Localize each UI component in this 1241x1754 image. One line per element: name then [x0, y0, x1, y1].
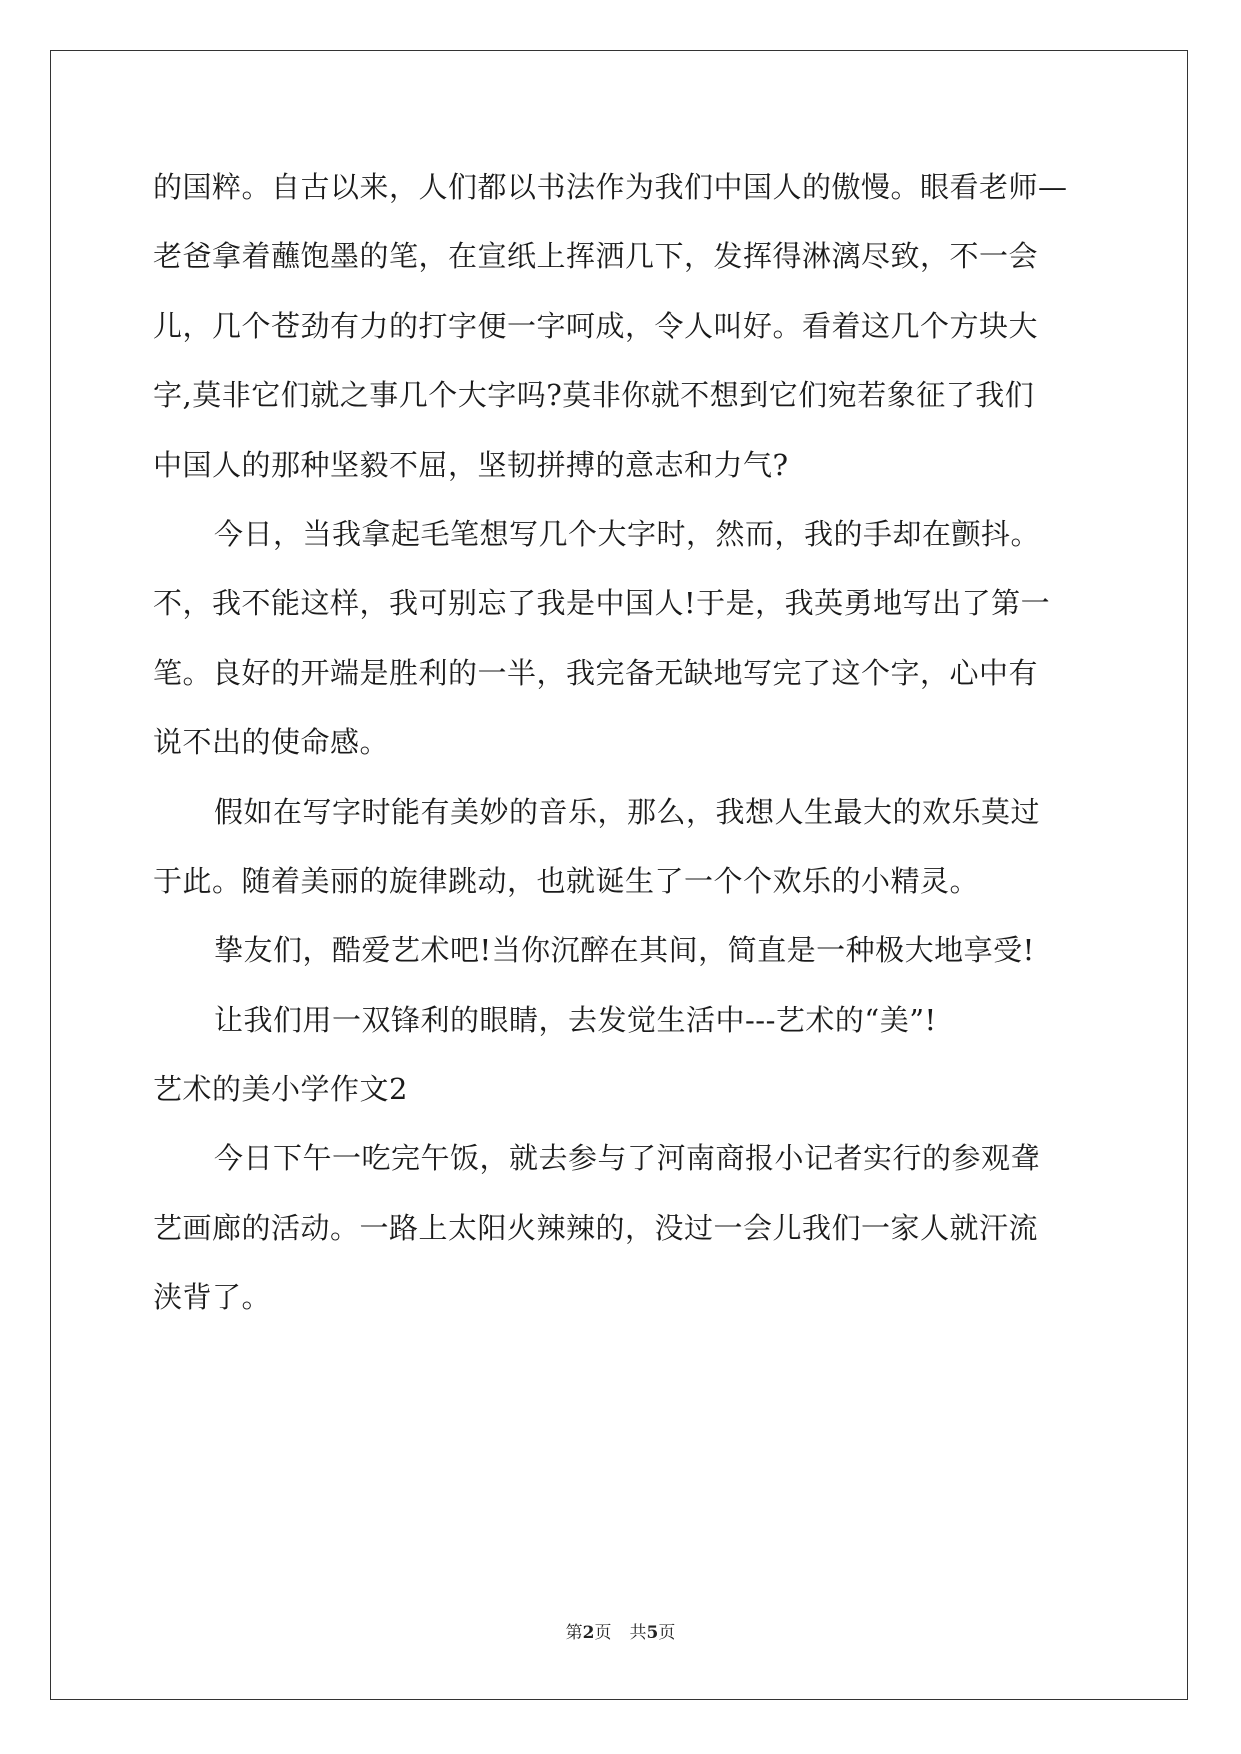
- text-line: 让我们用一双锋利的眼睛，去发觉生活中---艺术的“美”!: [214, 1002, 937, 1037]
- page-prefix: 第: [565, 1623, 583, 1643]
- text-line: 于此。随着美丽的旋律跳动，也就诞生了一个个欢乐的小精灵。: [153, 863, 980, 898]
- text-line: 浃背了。: [153, 1280, 272, 1315]
- text-line: 说不出的使命感。: [153, 725, 390, 760]
- text-line: 挚友们，酷爱艺术吧!当你沉醉在其间，简直是一种极大地享受!: [214, 933, 1035, 968]
- text-line: 笔。良好的开端是胜利的一半，我完备无缺地写完了这个字，心中有: [153, 655, 1039, 690]
- page-total: 5: [646, 1623, 659, 1643]
- text-line: 中国人的那种坚毅不屈，坚韧拼搏的意志和力气?: [153, 447, 789, 482]
- document-body: [153, 153, 1087, 1333]
- text-line: 不，我不能这样，我可别忘了我是中国人!于是，我英勇地写出了第一: [153, 586, 1051, 621]
- page-suffix: 页: [594, 1623, 612, 1643]
- total-suffix: 页: [658, 1623, 676, 1643]
- total-prefix: 共: [629, 1623, 647, 1643]
- text-line: 的国粹。自古以来，人们都以书法作为我们中国人的傲慢。眼看老师—: [153, 170, 1068, 204]
- text-line: 艺画廊的活动。一路上太阳火辣辣的，没过一会儿我们一家人就汗流: [153, 1210, 1039, 1245]
- text-line: 今日，当我拿起毛笔想写几个大字时，然而，我的手却在颤抖。: [214, 516, 1041, 551]
- page-footer: [0, 1618, 1241, 1643]
- text-line: 今日下午一吃完午饭，就去参与了河南商报小记者实行的参观聋: [214, 1141, 1041, 1176]
- text-line: 儿，几个苍劲有力的打字便一字呵成，令人叫好。看着这几个方块大: [153, 308, 1039, 343]
- section-heading: 艺术的美小学作文2: [153, 1072, 408, 1107]
- text-line: 字,莫非它们就之事几个大字吗?莫非你就不想到它们宛若象征了我们: [153, 378, 1035, 413]
- text-line: 老爸拿着蘸饱墨的笔，在宣纸上挥洒几下，发挥得淋漓尽致，不一会: [153, 239, 1039, 274]
- page-current: 2: [582, 1623, 595, 1643]
- text-line: 假如在写字时能有美妙的音乐，那么，我想人生最大的欢乐莫过: [214, 794, 1041, 829]
